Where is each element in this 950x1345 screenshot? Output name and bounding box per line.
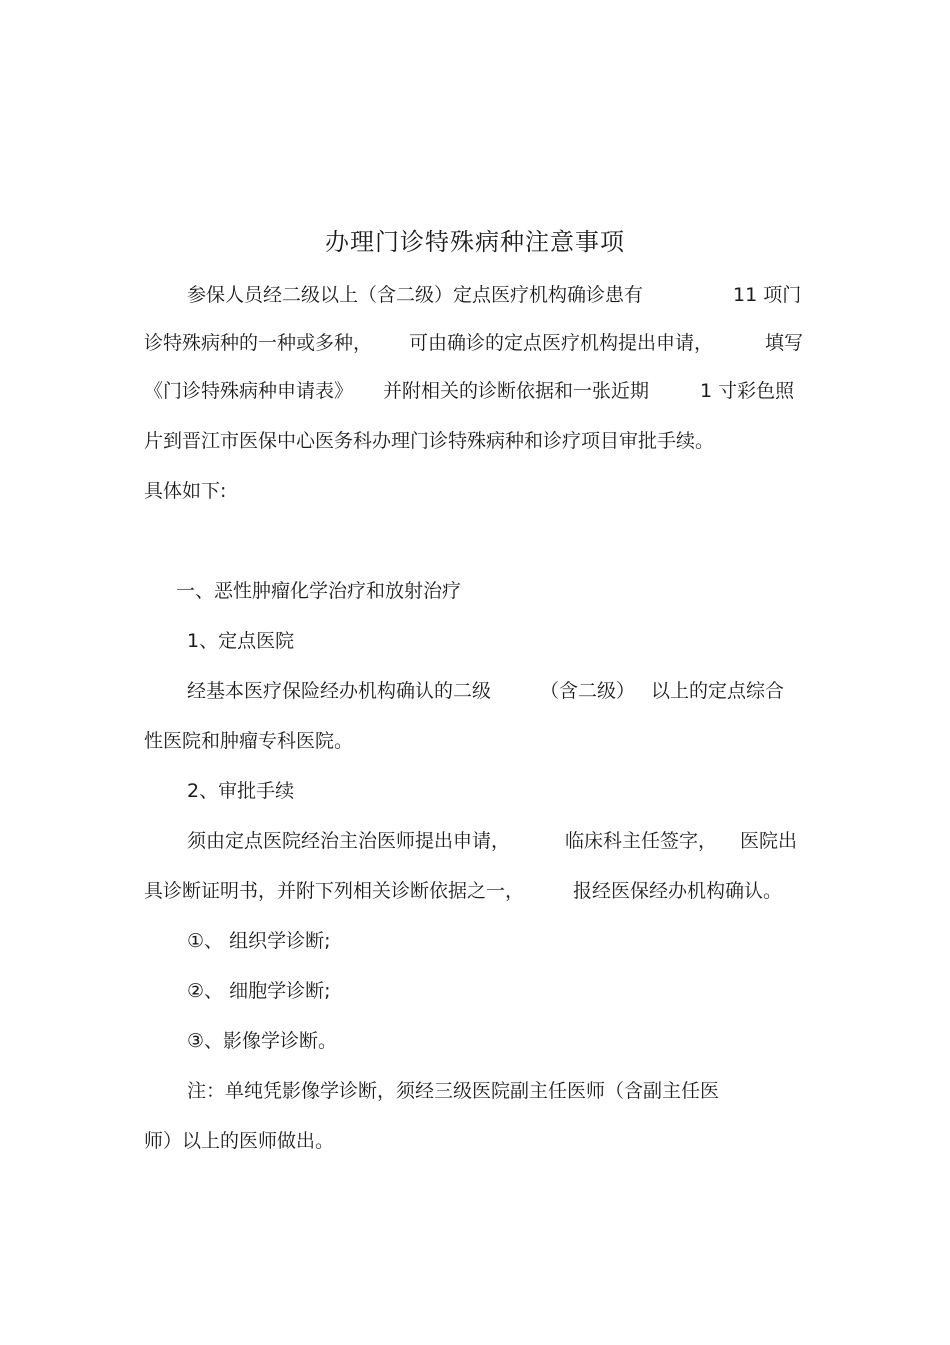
intro-text: 11 项门 (733, 284, 802, 306)
intro-line-2-end (765, 330, 803, 356)
intro-line-5: 具体如下: (144, 480, 227, 502)
intro-text: 诊特殊病种的一种或多种， (144, 332, 373, 354)
sub2-line-1: 须由定点医院经治主治医师提出申请， (187, 830, 511, 852)
intro-text: 1 寸彩色照 (700, 380, 795, 402)
intro-line-1-end (733, 282, 801, 308)
intro-text: 《门诊特殊病种申请表》 (144, 380, 354, 402)
sub2-line-1-end: 医院出 (740, 830, 798, 852)
note-line-2: 师）以上的医师做出。 (144, 1130, 335, 1152)
subsection-heading: 2、审批手续 (187, 780, 295, 802)
document-title: 办理门诊特殊病种注意事项 (325, 228, 625, 256)
intro-text: 参保人员经二级以上（含二级）定点医疗机构确诊患有 (187, 284, 644, 306)
sub1-line-1: 经基本医疗保险经办机构确认的二级 (187, 680, 492, 702)
intro-line-2-mid (409, 330, 713, 356)
subsection-heading: 1、定点医院 (187, 630, 295, 652)
intro-line-3-end (700, 378, 794, 404)
intro-line-4: 片到晋江市医保中心医务科办理门诊特殊病种和诊疗项目审批手续。 (144, 430, 715, 452)
intro-line-3 (144, 378, 353, 404)
sub1-line-1-mid: （含二级） (540, 680, 636, 702)
list-item: ②、 细胞学诊断; (187, 980, 331, 1002)
intro-text: 填写 (765, 332, 804, 354)
sub1-line-2: 性医院和肿瘤专科医院。 (144, 730, 354, 752)
intro-line-2 (144, 330, 372, 356)
intro-line-3-mid (383, 378, 649, 404)
note-line-1: 注：单纯凭影像学诊断，须经三级医院副主任医师（含副主任医 (187, 1080, 720, 1102)
sub2-line-1-mid: 临床科主任签字， (565, 830, 718, 852)
list-item: ③、影像学诊断。 (187, 1030, 338, 1052)
intro-text: 并附相关的诊断依据和一张近期 (383, 380, 650, 402)
sub2-line-2: 具诊断证明书，并附下列相关诊断依据之一， (144, 880, 525, 902)
section-heading: 一、恶性肿瘤化学治疗和放射治疗 (176, 580, 462, 602)
intro-text: 可由确诊的定点医疗机构提出申请， (409, 332, 714, 354)
sub1-line-1-end: 以上的定点综合 (651, 680, 785, 702)
list-item: ①、 组织学诊断; (187, 930, 331, 952)
sub2-line-2-end: 报经医保经办机构确认。 (573, 880, 783, 902)
intro-line-1 (187, 282, 643, 308)
